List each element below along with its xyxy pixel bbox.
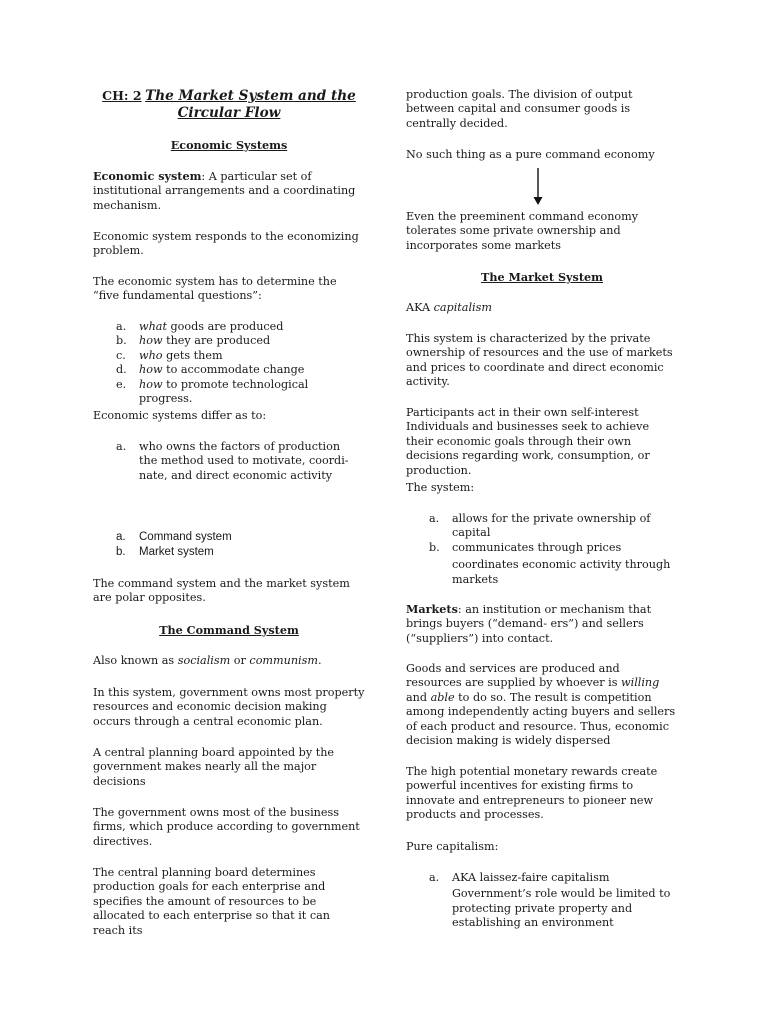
paragraph-government-owns: In this system, government owns most property resources and economic decision making occurs through a central economic plan. [93,686,365,728]
heading-economic-systems-text: Economic Systems [170,138,288,152]
paragraph-differ: Economic systems differ as to: [93,409,267,422]
aka-communism: communism [249,654,318,667]
pure-capitalism-list [406,871,678,931]
list-item [93,363,365,377]
list-item [406,871,678,931]
heading-market-system-text: The Market System [481,270,603,284]
list-text: the method used to motivate, coordi-nate, and direct economic activity [139,454,349,482]
list-marker: d. [116,363,127,377]
list-emphasis: what [139,320,167,333]
list-text: Market system [139,546,214,559]
aka-capitalism: capitalism [433,301,492,314]
five-questions-list [93,320,365,406]
list-emphasis: who [139,348,163,362]
list-marker: a. [116,320,127,333]
definition-markets [406,602,678,646]
markets-term: Markets [406,602,458,616]
list-emphasis: how [139,334,163,348]
definition-text: : A particular set of institutional arrangements and a coordinating mechanism. [93,170,356,212]
list-marker: b. [116,334,127,348]
goods-text-1: Goods and services are produced and resources are supplied by whoever is [406,662,622,690]
paragraph-characterized: This system is characterized by the private ownership of resources and the use of markets and prices to coordinate and direct economic activity. [406,332,673,389]
list-text: coordinates economic activity through markets [452,558,671,586]
paragraph-also-known [93,654,365,668]
list-text: to promote technological progress. [139,377,309,406]
list-item [406,512,678,541]
list-text: goods are produced [166,320,284,333]
list-marker: a. [116,440,127,453]
list-emphasis: how [139,377,163,391]
goods-and: and [406,690,431,704]
list-item [93,440,365,483]
heading-command-system [93,623,365,638]
list-text: communicates through prices [452,540,622,554]
down-arrow-icon [532,168,544,206]
aka-socialism: socialism [177,654,231,667]
paragraph-continued: production goals. The division of output between capital and consumer goods is centrally decided. [406,88,633,130]
list-item [406,541,678,587]
paragraph-rewards: The high potential monetary rewards create powerful incentives for existing firms to innovate and entrepreneurs to pioneer new products and processes. [406,765,658,822]
list-item [93,334,365,348]
goods-willing: willing [621,676,660,690]
paragraph-responds: Economic system responds to the economizing problem. [93,230,359,258]
list-marker: e. [116,377,127,391]
paragraph-the-system: The system: [406,481,475,494]
paragraph-five-questions: The economic system has to determine the “five fundamental questions”: [93,275,337,303]
paragraph-no-pure-command: No such thing as a pure command economy [406,148,655,161]
heading-market-system [406,270,678,285]
systems-list [93,530,365,560]
list-item [93,378,365,407]
list-marker: b. [429,540,440,554]
chapter-prefix: CH: 2 [102,88,142,103]
paragraph-participants: Participants act in their own self-interest Individuals and businesses seek to achieve their economic goals through their own decisions regarding work, consumption, or production. [406,406,650,477]
aka-label: AKA [406,301,434,314]
paragraph-goods-services [406,662,678,748]
paragraph-preeminent: Even the preeminent command economy tolerates some private ownership and incorporates some markets [406,210,639,252]
list-emphasis: how [139,363,163,377]
list-item [93,545,365,559]
list-item [93,320,365,334]
paragraph-planning-board: A central planning board appointed by the government makes nearly all the major decisions [93,746,335,788]
system-list [406,512,678,587]
list-item [93,349,365,363]
definition-economic-system [93,169,365,213]
list-marker: a. [116,531,126,543]
goods-able: able [430,690,455,704]
aka-end: . [317,654,322,667]
differ-list [93,440,365,483]
list-item [93,530,365,544]
paragraph-polar: The command system and the market system are polar opposites. [93,577,350,605]
heading-command-system-text: The Command System [159,623,299,637]
paragraph-pure-capitalism: Pure capitalism: [406,840,499,853]
list-text: Government’s role would be limited to protecting private property and establishing an environment [452,887,671,930]
title-line2: Circular Flow [177,105,281,121]
aka-or: or [230,654,250,667]
list-marker: b. [116,546,126,559]
list-text: they are produced [162,334,271,348]
list-marker: a. [429,512,440,525]
paragraph-aka-capitalism [406,301,678,315]
list-text: gets them [162,348,223,362]
list-text: Command system [139,531,232,543]
list-text: AKA laissez-faire capitalism [452,871,610,884]
markets-text: : an institution or mechanism that brings buyers (“demand- ers”) and sellers (“suppliers”) into contact. [406,603,652,645]
goods-text-2: to do so. The result is competition among independently acting buyers and sellers of each product and resource. Thus, economic decision making is widely dispersed [406,690,676,748]
list-text: allows for the private ownership of capital [452,512,651,540]
chapter-title [93,88,365,122]
list-marker: a. [429,871,440,884]
paragraph-business-firms: The government owns most of the business firms, which produce according to government directives. [93,806,360,848]
aka-prefix: Also known as [93,654,178,667]
heading-economic-systems [93,138,365,153]
list-text: who owns the factors of production [139,440,341,453]
list-marker: c. [116,348,126,362]
definition-term: Economic system [93,169,202,183]
title-line1: The Market System and the [145,88,356,104]
paragraph-board-determines: The central planning board determines production goals for each enterprise and specifies the amount of resources to be allocated to each enterprise so that it can reach its [93,866,330,937]
list-text: to accommodate change [162,363,305,377]
